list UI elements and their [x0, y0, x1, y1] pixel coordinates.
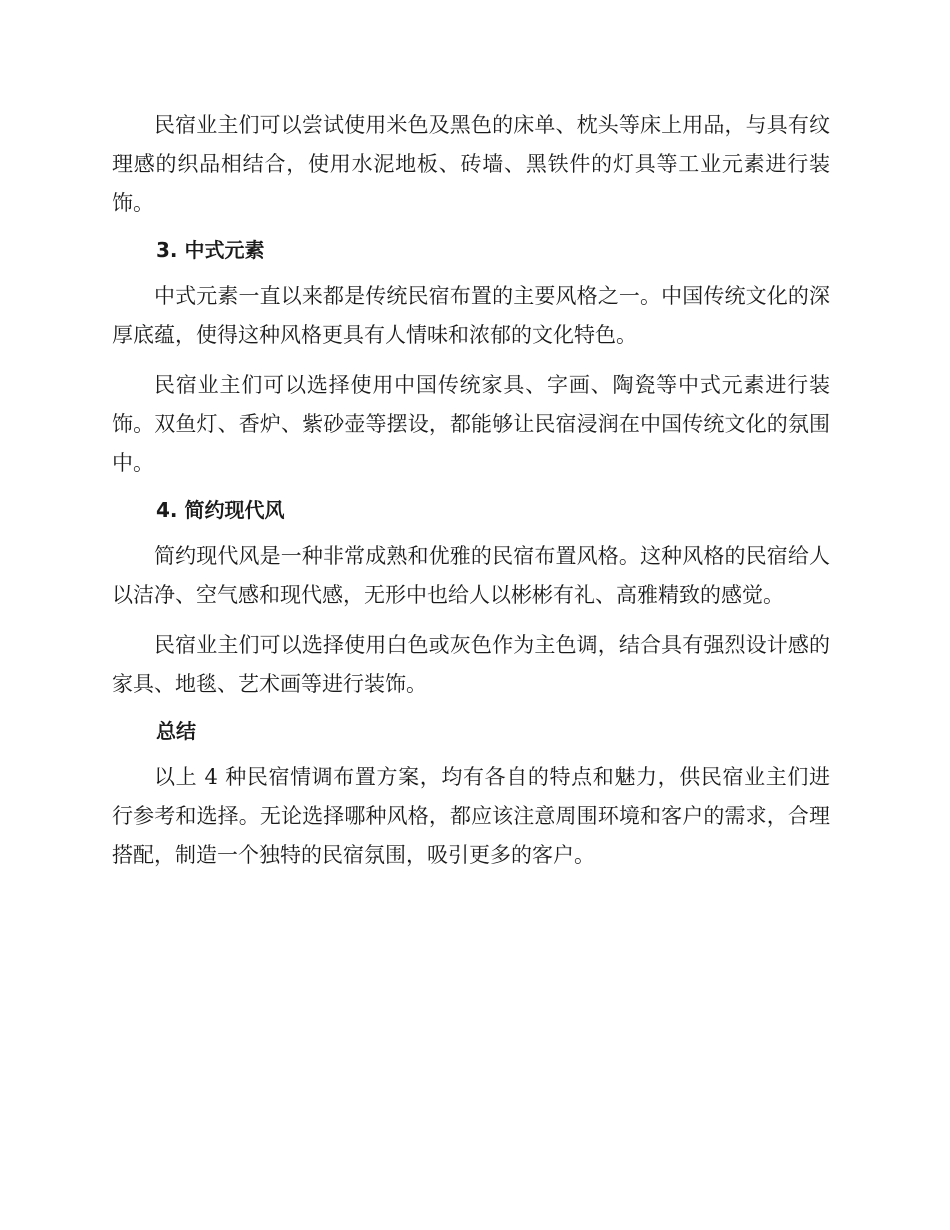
heading-chinese-elements: 3. 中式元素 [156, 238, 265, 262]
paragraph-chinese-intro: 中式元素一直以来都是传统民宿布置的主要风格之一。中国传统文化的深厚底蕴，使得这种风格更具有人情味和浓郁的文化特色。 [112, 284, 830, 347]
paragraph-industrial-decor: 民宿业主们可以尝试使用米色及黑色的床单、枕头等床上用品，与具有纹理感的织品相结合，使用水泥地板、砖墙、黑铁件的灯具等工业元素进行装饰。 [112, 113, 830, 215]
paragraph-chinese-decor: 民宿业主们可以选择使用中国传统家具、字画、陶瓷等中式元素进行装饰。双鱼灯、香炉、紫砂壶等摆设，都能够让民宿浸润在中国传统文化的氛围中。 [112, 373, 830, 475]
paragraph-modern-decor: 民宿业主们可以选择使用白色或灰色作为主色调，结合具有强烈设计感的家具、地毯、艺术画等进行装饰。 [112, 633, 830, 696]
heading-summary: 总结 [156, 719, 196, 743]
heading-simple-modern: 4. 简约现代风 [156, 498, 285, 522]
paragraph-modern-intro: 简约现代风是一种非常成熟和优雅的民宿布置风格。这种风格的民宿给人以洁净、空气感和现代感，无形中也给人以彬彬有礼、高雅精致的感觉。 [112, 544, 830, 607]
document-page [112, 106, 830, 886]
paragraph-summary: 以上 4 种民宿情调布置方案，均有各自的特点和魅力，供民宿业主们进行参考和选择。无论选择哪种风格，都应该注意周围环境和客户的需求，合理搭配，制造一个独特的民宿氛围，吸引更多的客户。 [112, 765, 830, 867]
